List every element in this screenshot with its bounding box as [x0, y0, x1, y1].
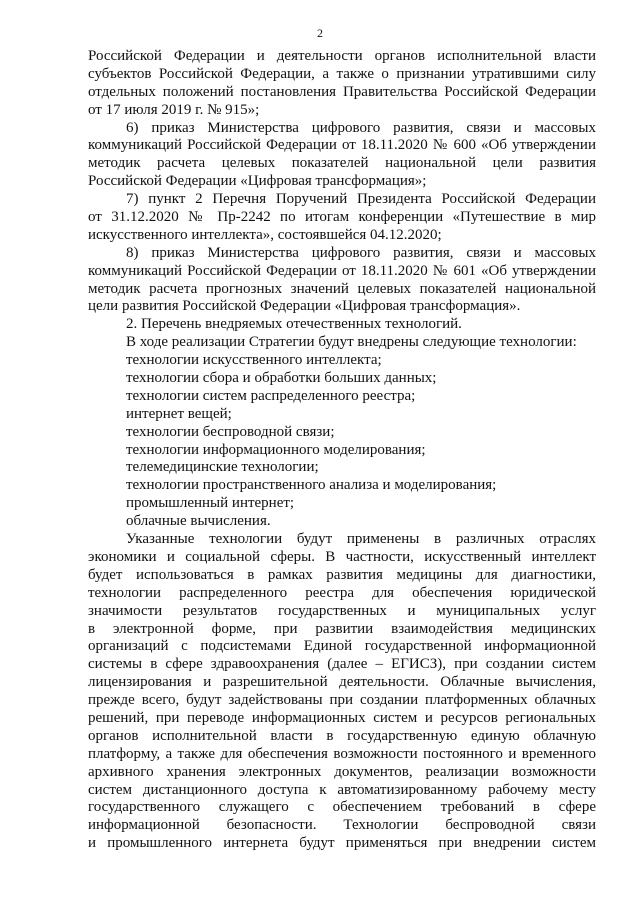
text-line: коммуникаций Российской Федерации от 18.11.2020 № 601 «Об утверждении: [88, 262, 596, 279]
text-line: органов исполнительной власти в государственную единую облачную: [88, 727, 596, 744]
technology-item: промышленный интернет;: [126, 495, 295, 512]
text-line: отдельных положений постановления Правительства Российской Федерации: [88, 83, 596, 100]
text-line: Российской Федерации и деятельности органов исполнительной власти: [88, 48, 596, 64]
technologies-list: [88, 352, 596, 531]
closing-paragraph: [88, 531, 596, 853]
list-item-8: [88, 245, 596, 317]
text-line: Российской Федерации «Цифровая трансформация»;: [88, 173, 427, 190]
text-line: субъектов Российской Федерации, а также о признании утратившими силу: [88, 65, 596, 82]
paragraph-continuation: [88, 48, 596, 120]
technology-item: технологии пространственного анализа и моделирования;: [126, 477, 497, 494]
text-line: организаций с подсистемами Единой государственной информационной: [88, 638, 596, 655]
text-line: от 17 июля 2019 г. № 915»;: [88, 101, 260, 118]
document-body: [88, 48, 596, 853]
text-line: 6) приказ Министерства цифрового развития, связи и массовых: [126, 119, 596, 136]
text-line: и промышленного интернета будут применяться при внедрении систем: [88, 835, 596, 852]
text-line: в электронной форме, при развитии взаимодействия медицинских: [88, 620, 596, 637]
technology-item: технологии сбора и обработки больших данных;: [126, 370, 437, 387]
text-line: информационной безопасности. Технологии беспроводной связи: [88, 817, 596, 834]
technology-item: облачные вычисления.: [126, 513, 271, 530]
text-line: методик расчета прогнозных значений целевых показателей национальной: [88, 280, 596, 297]
technology-item: технологии искусственного интеллекта;: [126, 352, 382, 369]
list-item-7: [88, 191, 596, 245]
text-line: значимости результатов государственных и муниципальных услуг: [88, 602, 596, 619]
text-line: цели развития Российской Федерации «Цифровая трансформация».: [88, 298, 521, 315]
technology-item: технологии информационного моделирования;: [126, 441, 426, 458]
text-line: 8) приказ Министерства цифрового развития, связи и массовых: [126, 244, 596, 261]
text-line: 7) пункт 2 Перечня Поручений Президента Российской Федерации: [126, 191, 596, 208]
technologies-intro: В ходе реализации Стратегии будут внедрены следующие технологии:: [126, 334, 577, 351]
page-number: 2: [317, 26, 323, 40]
text-line: будет использоваться в рамках развития медицины для диагностики,: [88, 566, 596, 583]
list-item-6: [88, 120, 596, 192]
text-line: лицензирования и разрешительной деятельности. Облачные вычисления,: [88, 674, 596, 691]
technology-item: технологии беспроводной связи;: [126, 423, 335, 440]
text-line: экономики и социальной сферы. В частности, искусственный интеллект: [88, 548, 596, 565]
technology-item: телемедицинские технологии;: [126, 459, 319, 476]
text-line: прежде всего, будут задействованы при создании платформенных облачных: [88, 692, 596, 709]
text-line: методик расчета целевых показателей национальной цели развития: [88, 155, 596, 172]
text-line: системы в сфере здравоохранения (далее – ЕГИСЗ), при создании систем: [88, 656, 596, 673]
section-heading: 2. Перечень внедряемых отечественных технологий.: [126, 316, 462, 333]
technology-item: технологии систем распределенного реестра;: [126, 387, 416, 404]
text-line: искусственного интеллекта», состоявшейся 04.12.2020;: [88, 226, 442, 243]
text-line: технологии распределенного реестра для обеспечения юридической: [88, 584, 596, 601]
text-line: архивного хранения электронных документов, реализации возможности: [88, 763, 596, 780]
text-line: от 31.12.2020 № Пр-2242 по итогам конференции «Путешествие в мир: [88, 209, 596, 226]
text-line: решений, при переводе информационных систем и ресурсов региональных: [88, 709, 596, 726]
text-line: Указанные технологии будут применены в различных отраслях: [126, 531, 596, 548]
technology-item: интернет вещей;: [126, 405, 232, 422]
text-line: платформу, а также для обеспечения возможности постоянного и временного: [88, 745, 596, 762]
text-line: коммуникаций Российской Федерации от 18.11.2020 № 600 «Об утверждении: [88, 137, 596, 154]
text-line: государственного служащего с обеспечением требований в сфере: [88, 799, 596, 816]
text-line: систем дистанционного доступа к автоматизированному рабочему месту: [88, 781, 596, 798]
